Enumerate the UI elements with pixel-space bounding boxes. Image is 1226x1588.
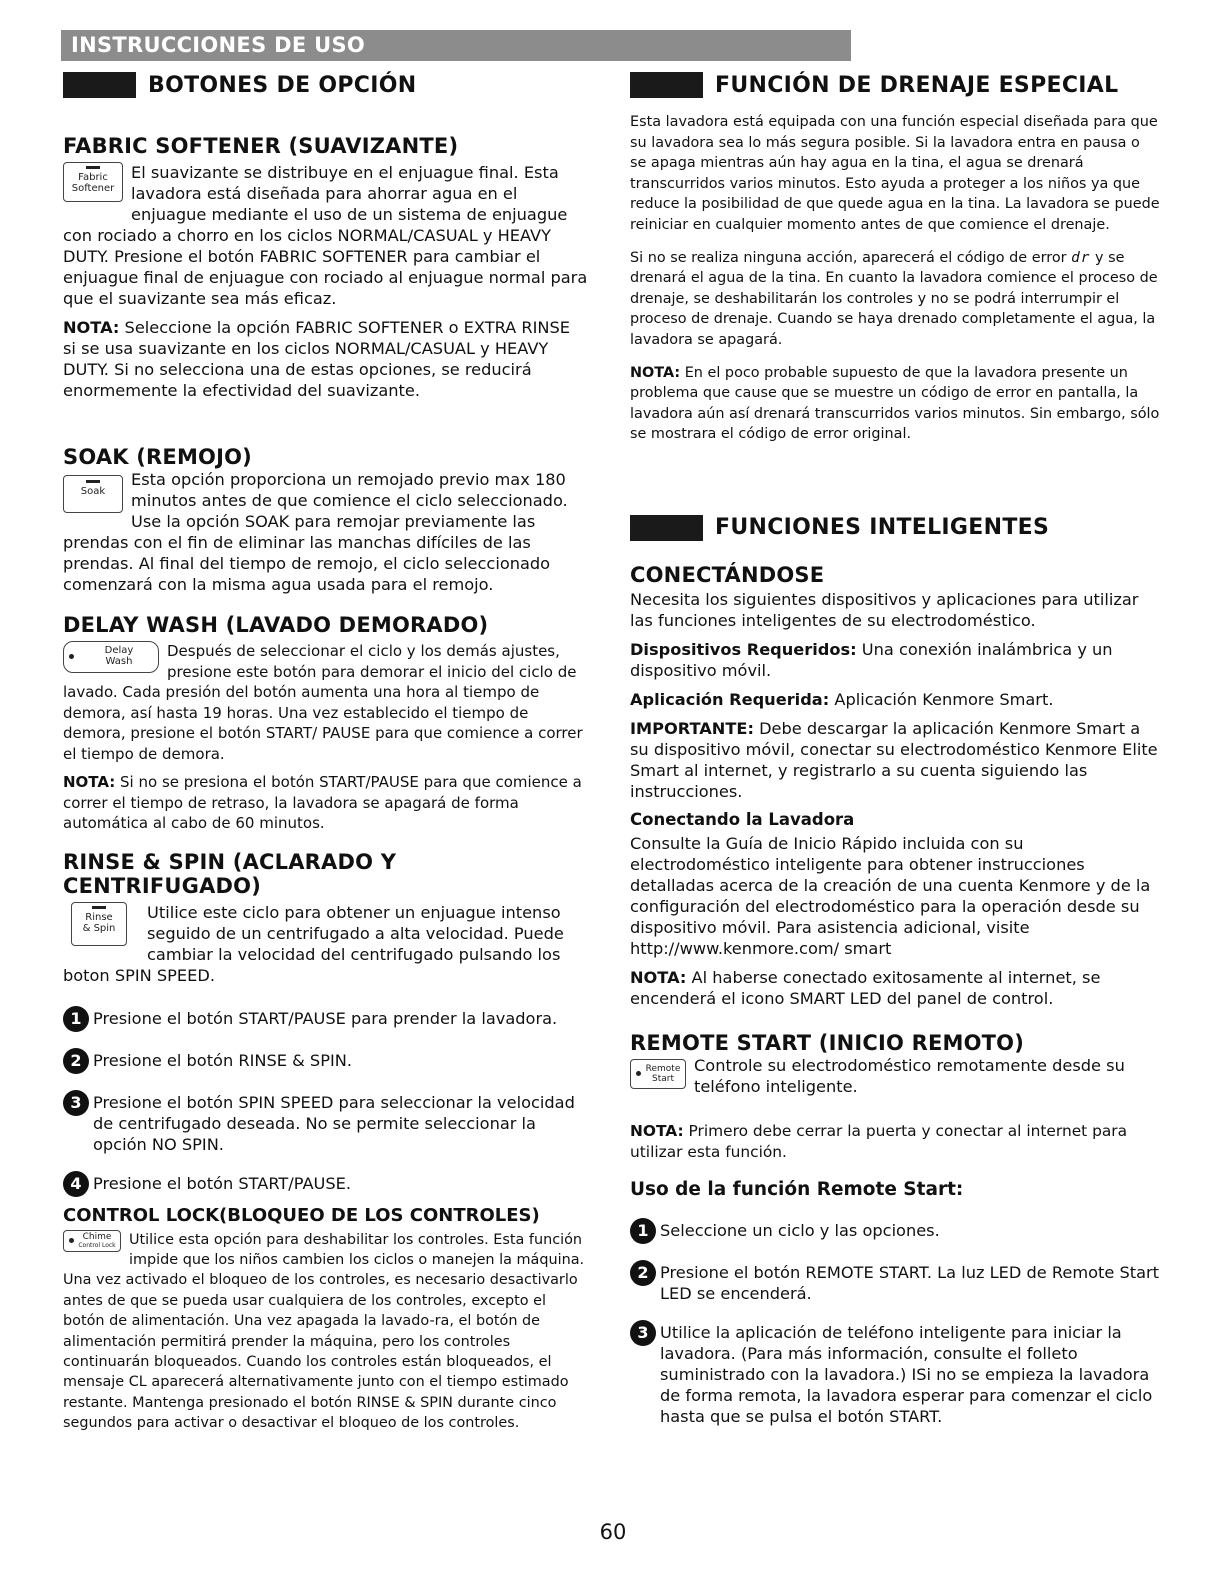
delay-wash-heading: DELAY WASH (LAVADO DEMORADO) (63, 613, 489, 637)
icon-label: Delay (104, 645, 134, 656)
left-column (63, 62, 588, 1442)
icon-label: Chime (82, 1231, 112, 1242)
step-text: Presione el botón RINSE & SPIN. (93, 1050, 352, 1070)
step-number: 2 (63, 1048, 89, 1074)
rinse-spin-button-icon (71, 902, 127, 946)
label: Aplicación Requerida: (630, 689, 830, 709)
control-lock-button-icon (63, 1230, 121, 1252)
section-header-drain (630, 72, 1160, 98)
list-item (63, 1008, 588, 1032)
delay-wash-button-icon (63, 641, 159, 673)
icon-label: Remote (645, 1063, 681, 1074)
icon-label: Fabric (78, 172, 108, 183)
rinse-spin-heading: RINSE & SPIN (ACLARADO Y CENTRIFUGADO) (63, 849, 397, 898)
step-number: 2 (630, 1260, 656, 1286)
smart-note (630, 967, 1160, 1009)
soak-button-icon (63, 475, 123, 513)
icon-label: Wash (105, 656, 133, 667)
note-label: NOTA: (630, 364, 681, 381)
soak-text: Esta opción proporciona un remojado previo max 180 minutos antes de que comience el ciclo seleccionado. Use la opción SOAK para remojar previamente las prendas con el fin de eliminar las manchas difíciles de las prendas. Al final del tiempo de remojo, el ciclo seleccionado comenzará con la misma agua usada para el remojo. (63, 470, 568, 594)
important-note (630, 718, 1160, 802)
drain-note (630, 363, 1160, 445)
remote-start-button-icon (630, 1059, 686, 1089)
fabric-softener-section (63, 134, 588, 401)
control-lock-heading: CONTROL LOCK(BLOQUEO DE LOS CONTROLES) (63, 1204, 540, 1226)
list-item (63, 1092, 588, 1155)
note-text: Si no se presiona el botón START/PAUSE para que comience a correr el tiempo de retraso, la lavadora se apagará de forma automática al cabo de 60 minutos. (63, 773, 582, 832)
devices-required (630, 639, 1160, 681)
icon-label: Start (652, 1073, 674, 1084)
section-marker (630, 515, 703, 541)
list-item (630, 1220, 1160, 1244)
icon-label: Rinse (85, 911, 113, 923)
smart-section (630, 563, 1160, 1009)
section-marker (63, 72, 136, 98)
section-title: FUNCIONES INTELIGENTES (715, 515, 1050, 541)
step-number: 1 (63, 1006, 89, 1032)
remote-start-heading: REMOTE START (INICIO REMOTO) (630, 1030, 1025, 1055)
rinse-spin-section (63, 850, 588, 1197)
label: IMPORTANTE: (630, 718, 754, 738)
icon-label: & Spin (82, 922, 116, 934)
connecting-washer-heading: Conectando la Lavadora (630, 809, 855, 829)
label: Dispositivos Requeridos: (630, 639, 857, 659)
rinse-spin-steps (63, 1008, 588, 1197)
step-text: Presione el botón START/PAUSE para prender la lavadora. (93, 1008, 558, 1028)
text: Si no se realiza ninguna acción, aparecerá el código de error (630, 249, 1072, 266)
list-item (630, 1262, 1160, 1304)
step-text: Utilice la aplicación de teléfono inteligente para iniciar la lavadora. (Para más información, consulte el folleto suministrado con la lavadora.) ISi no se empieza la lavadora de forma remota, la lavadora esperar para comenzar el ciclo hasta que se pulsa el botón START. (660, 1322, 1153, 1426)
drain-paragraph: Esta lavadora está equipada con una función especial diseñada para que su lavadora sea lo más segura posible. Si la lavadora entra en pausa o se apaga mientras aún hay agua en la tina, el agua se drenará transcurridos varios minutos. Esto ayuda a proteger a los niños ya que reduce la posibilidad de que quede agua en la tina. La lavadora se puede reiniciar en cualquier momento antes de que comience el drenaje. (630, 114, 1160, 233)
step-text: Presione el botón REMOTE START. La luz LED de Remote Start LED se encenderá. (660, 1262, 1159, 1303)
soak-heading: SOAK (REMOJO) (63, 445, 252, 469)
page-header-bar (61, 30, 851, 61)
drain-section (630, 112, 1160, 445)
drain-error-paragraph (630, 248, 1160, 351)
note-label: NOTA: (63, 773, 116, 791)
connecting-washer-text: Consulte la Guía de Inicio Rápido incluida con su electrodoméstico inteligente para obtener instrucciones detalladas acerca de la creación de una cuenta Kenmore y de la configuración del electrodoméstico para la operación desde su dispositivo móvil. Para asistencia adicional, visite http://www.kenmore.com/ smart (630, 833, 1151, 958)
note-text: Seleccione la opción FABRIC SOFTENER o EXTRA RINSE si se usa suavizante en los ciclos NORMAL/CASUAL y HEAVY DUTY. Si no selecciona una de estas opciones, se reducirá enormemente la efectividad del suavizante. (63, 318, 571, 400)
step-number: 4 (63, 1171, 89, 1197)
list-item (63, 1050, 588, 1074)
list-item (630, 1322, 1160, 1427)
note-label: NOTA: (630, 967, 687, 987)
remote-start-section (630, 1031, 1160, 1427)
remote-start-use-heading: Uso de la función Remote Start: (630, 1178, 964, 1200)
text: Una conexión inalámbrica y un dispositivo móvil. (630, 639, 1113, 680)
step-number: 3 (630, 1320, 656, 1346)
connecting-text: Necesita los siguientes dispositivos y aplicaciones para utilizar las funciones inteligentes de su electrodoméstico. (630, 589, 1139, 630)
remote-start-text: Controle su electrodoméstico remotamente desde su teléfono inteligente. (694, 1055, 1125, 1096)
step-text: Seleccione un ciclo y las opciones. (660, 1220, 940, 1240)
text: y se drenará el agua de la tina. En cuanto la lavadora comience el proceso de drenaje, se deshabilitarán los controles y no se podrá interrumpir el proceso de drenaje. Cuando se haya drenado completamente el agua, la lavadora se apagará. (630, 249, 1158, 348)
remote-start-steps (630, 1220, 1160, 1427)
fabric-softener-heading: FABRIC SOFTENER (SUAVIZANTE) (63, 134, 459, 158)
control-lock-text: Utilice esta opción para deshabilitar los controles. Esta función impide que los niños cambien los ciclos o manejen la máquina. Una vez activado el bloqueo de los controles, es necesario desactivarlo antes de que se pueda usar cualquiera de los controles, excepto el botón de alimentación. Una vez apagada la lavado-ra, el botón de alimentación permitirá prender la máquina, pero los controles continuarán bloqueados. Cuando los controles están bloqueados, el mensaje CL aparecerá alternativamente junto con el tiempo estimado restante. Mantenga presionado el botón RINSE & SPIN durante cinco segundos para activar o desactivar el bloqueo de los controles. (63, 1231, 585, 1432)
step-text: Presione el botón START/PAUSE. (93, 1173, 352, 1193)
soak-section (63, 445, 588, 595)
text: Debe descargar la aplicación Kenmore Smart a su dispositivo móvil, conectar su electrodoméstico Kenmore Elite Smart al internet, y registrarlo a su cuenta siguiendo las instrucciones. (630, 718, 1158, 801)
right-column (630, 62, 1160, 1445)
delay-wash-note (63, 772, 588, 834)
control-lock-section (63, 1205, 588, 1434)
fabric-softener-text: El suavizante se distribuye en el enjuague final. Esta lavadora está diseñada para ahorrar agua en el enjuague mediante el uso de un sistema de enjuague con rociado a chorro en los ciclos NORMAL/CASUAL y HEAVY DUTY. Presione el botón FABRIC SOFTENER para cambiar el enjuague final de enjuague con rociado al enjuague normal para que el suavizante sea más eficaz. (63, 163, 588, 308)
section-header-smart (630, 515, 1160, 541)
text: Aplicación Kenmore Smart. (829, 689, 1054, 709)
fabric-softener-note (63, 317, 588, 401)
icon-label: Softener (71, 183, 115, 194)
note-text: Primero debe cerrar la puerta y conectar al internet para utilizar esta función. (630, 1121, 1128, 1161)
step-number: 3 (63, 1090, 89, 1116)
delay-wash-section (63, 613, 588, 834)
section-marker (630, 72, 703, 98)
section-header-option-buttons (63, 72, 588, 98)
connecting-heading: CONECTÁNDOSE (630, 562, 825, 587)
section-title: BOTONES DE OPCIÓN (148, 72, 417, 98)
note-text: Al haberse conectado exitosamente al internet, se encenderá el icono SMART LED del panel de control. (630, 967, 1101, 1008)
icon-label: Control Lock (78, 1241, 116, 1249)
step-number: 1 (630, 1218, 656, 1244)
page-number: 60 (599, 1520, 627, 1544)
app-required (630, 689, 1160, 710)
note-label: NOTA: (630, 1121, 684, 1140)
remote-start-note (630, 1121, 1160, 1163)
page-header-title: INSTRUCCIONES DE USO (71, 33, 366, 57)
rinse-spin-text: Utilice este ciclo para obtener un enjuague intenso seguido de un centrifugado a alta velocidad. Puede cambiar la velocidad del centrifugado pulsando los boton SPIN SPEED. (63, 902, 564, 985)
icon-label: Soak (80, 486, 106, 497)
note-text: En el poco probable supuesto de que la lavadora presente un problema que cause que se muestre un código de error en pantalla, la lavadora aún así drenará transcurridos varios minutos. Sin embargo, sólo se mostrara el código de error original. (630, 364, 1160, 443)
list-item (63, 1173, 588, 1197)
delay-wash-text: Después de seleccionar el ciclo y los demás ajustes, presione este botón para demorar el inicio del ciclo de lavado. Cada presión del botón aumenta una hora al tiempo de demora, así hasta 19 horas. Una vez establecido el tiempo de demora, presione el botón START/ PAUSE para que comience a correr el tiempo de demora. (63, 642, 583, 763)
section-title: FUNCIÓN DE DRENAJE ESPECIAL (715, 72, 1119, 98)
fabric-softener-button-icon (63, 162, 123, 202)
note-label: NOTA: (63, 318, 120, 337)
step-text: Presione el botón SPIN SPEED para seleccionar la velocidad de centrifugado deseada. No se permite seleccionar la opción NO SPIN. (93, 1092, 575, 1154)
error-code-display: dr (1071, 249, 1091, 266)
